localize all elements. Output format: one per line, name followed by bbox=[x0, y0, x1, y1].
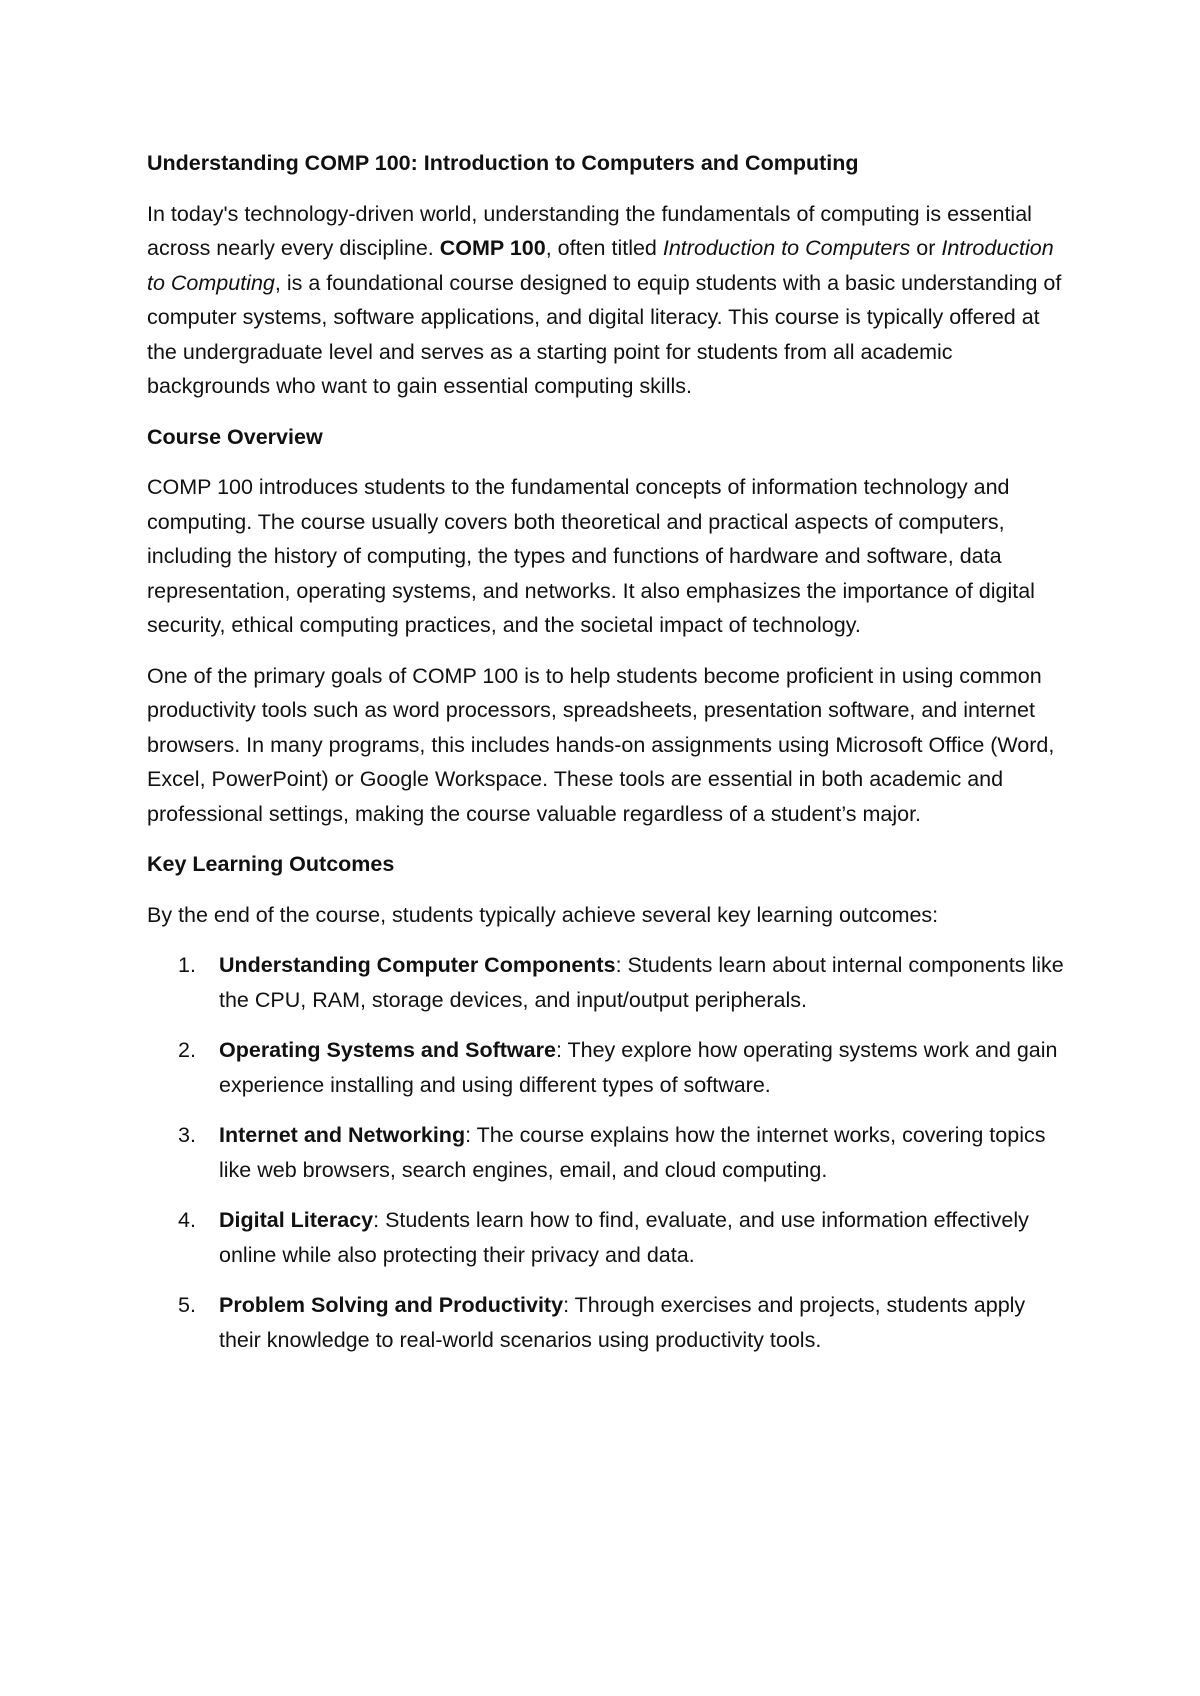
intro-bold-course-code: COMP 100 bbox=[439, 236, 546, 260]
list-item-number: 2. bbox=[178, 1038, 196, 1062]
outcomes-intro: By the end of the course, students typically achieve several key learning outcomes: bbox=[147, 902, 939, 927]
intro-text-4: , is a foundational course designed to equip students with a basic understanding of computer systems, software applications, and digital literacy. This course is typically offered at the undergraduate level and serves as a starting point for students from all academic backgrounds who want to gain essential computing skills. bbox=[147, 270, 1062, 398]
intro-italic-title-2: Introduction to Computing bbox=[147, 236, 1054, 295]
intro-paragraph bbox=[147, 197, 1067, 404]
list-item-number: 3. bbox=[178, 1123, 196, 1147]
list-item-text: : Students learn how to find, evaluate, and use information effectively online while also protecting their privacy and data. bbox=[219, 1208, 1029, 1267]
list-item-number: 4. bbox=[178, 1208, 196, 1232]
list-item-number: 1. bbox=[178, 953, 196, 977]
list-item bbox=[147, 948, 1067, 1017]
list-item-text: : Students learn about internal components like the CPU, RAM, storage devices, and input/output peripherals. bbox=[219, 953, 1064, 1012]
list-item-term: Digital Literacy bbox=[219, 1208, 374, 1232]
outcomes-heading: Key Learning Outcomes bbox=[147, 852, 395, 876]
list-item bbox=[147, 1203, 1067, 1272]
document-title: Understanding COMP 100: Introduction to Computers and Computing bbox=[147, 151, 859, 175]
intro-text-3: or bbox=[910, 236, 942, 260]
overview-paragraph-2: One of the primary goals of COMP 100 is to help students become proficient in using common productivity tools such as word processors, spreadsheets, presentation software, and internet browsers. In many programs, this includes hands-on assignments using Microsoft Office (Word, Excel, PowerPoint) or Google Workspace. These tools are essential in both academic and professional settings, making the course valuable regardless of a student’s major. bbox=[147, 663, 1055, 826]
list-item bbox=[147, 1288, 1067, 1357]
outcomes-list bbox=[147, 948, 1067, 1357]
list-item bbox=[147, 1033, 1067, 1102]
intro-italic-title-1: Introduction to Computers bbox=[662, 236, 911, 260]
list-item-text: : They explore how operating systems work and gain experience installing and using different types of software. bbox=[219, 1038, 1058, 1097]
intro-text-2: , often titled bbox=[545, 236, 663, 260]
list-item-term: Operating Systems and Software bbox=[219, 1038, 556, 1062]
overview-heading: Course Overview bbox=[147, 424, 323, 449]
list-item-term: Understanding Computer Components bbox=[219, 953, 616, 977]
list-item-text: : The course explains how the internet works, covering topics like web browsers, search engines, email, and cloud computing. bbox=[219, 1123, 1046, 1182]
list-item bbox=[147, 1118, 1067, 1187]
list-item-term: Problem Solving and Productivity bbox=[219, 1293, 564, 1317]
list-item-term: Internet and Networking bbox=[219, 1123, 466, 1147]
list-item-text: : Through exercises and projects, students apply their knowledge to real-world scenarios using productivity tools. bbox=[219, 1293, 1026, 1352]
list-item-number: 5. bbox=[178, 1293, 196, 1317]
overview-paragraph-1: COMP 100 introduces students to the fundamental concepts of information technology and computing. The course usually covers both theoretical and practical aspects of computers, including the history of computing, the types and functions of hardware and software, data representation, operating systems, and networks. It also emphasizes the importance of digital security, ethical computing practices, and the societal impact of technology. bbox=[147, 475, 1035, 637]
intro-text-1: In today's technology-driven world, understanding the fundamentals of computing is essential across nearly every discipline. bbox=[147, 201, 1032, 260]
document-page bbox=[147, 146, 1067, 1373]
